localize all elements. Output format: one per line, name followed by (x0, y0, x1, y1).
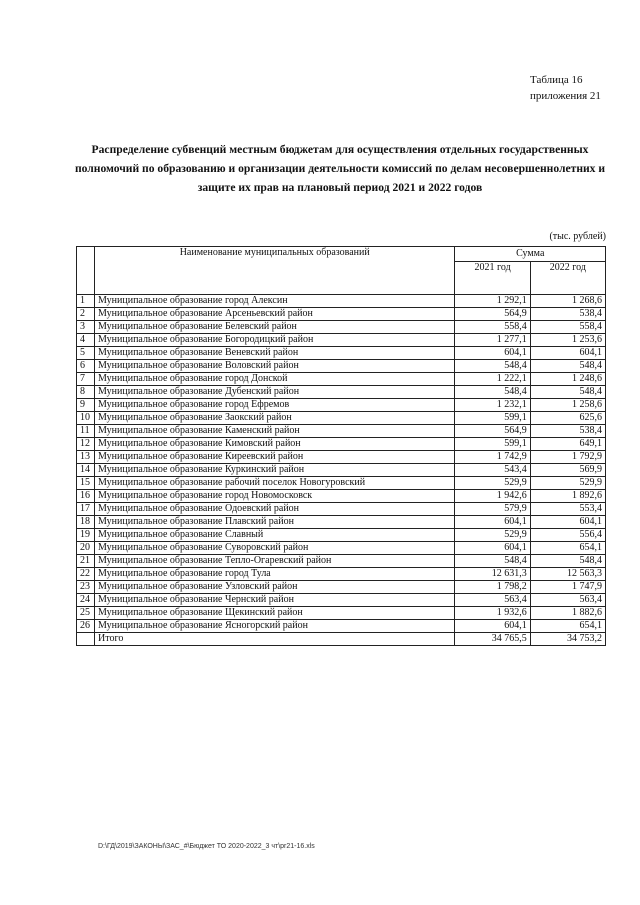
table-row (77, 334, 606, 347)
table-row (77, 464, 606, 477)
amount-2022: 1 268,6 (530, 295, 605, 308)
municipality-name: Муниципальное образование Белевский район (95, 321, 455, 334)
row-number: 23 (77, 581, 95, 594)
amount-2022: 654,1 (530, 620, 605, 633)
document-title: Распределение субвенций местным бюджетам для осуществления отдельных государственных полномочий по образованию и организации деятельности комиссий по делам несовершеннолетних и защите их прав на плановый период 2021 и 2022 годов (74, 143, 606, 194)
municipality-name: Муниципальное образование Арсеньевский район (95, 308, 455, 321)
table-row (77, 399, 606, 412)
table-row (77, 516, 606, 529)
table-row (77, 568, 606, 581)
units-label: (тыс. рублей) (549, 231, 606, 242)
municipality-name: Муниципальное образование Киреевский район (95, 451, 455, 464)
table-row (77, 594, 606, 607)
amount-2022: 548,4 (530, 386, 605, 399)
amount-2022: 12 563,3 (530, 568, 605, 581)
amount-2021: 12 631,3 (455, 568, 530, 581)
row-number: 5 (77, 347, 95, 360)
amount-2021: 604,1 (455, 620, 530, 633)
municipality-name: Муниципальное образование Чернский район (95, 594, 455, 607)
row-number: 10 (77, 412, 95, 425)
amount-2022: 548,4 (530, 555, 605, 568)
municipality-name: Муниципальное образование Одоевский район (95, 503, 455, 516)
amount-2022: 649,1 (530, 438, 605, 451)
amount-2022: 1 248,6 (530, 373, 605, 386)
amount-2021: 604,1 (455, 516, 530, 529)
amount-2021: 564,9 (455, 425, 530, 438)
table-row (77, 412, 606, 425)
amount-2021: 1 798,2 (455, 581, 530, 594)
amount-2022: 1 253,6 (530, 334, 605, 347)
amount-2022: 654,1 (530, 542, 605, 555)
row-number: 7 (77, 373, 95, 386)
amount-2022: 1 792,9 (530, 451, 605, 464)
amount-2021: 548,4 (455, 386, 530, 399)
table-row (77, 308, 606, 321)
total-2021: 34 765,5 (455, 633, 530, 646)
amount-2022: 563,4 (530, 594, 605, 607)
amount-2022: 538,4 (530, 425, 605, 438)
municipality-name: Муниципальное образование Каменский район (95, 425, 455, 438)
table-row (77, 360, 606, 373)
municipality-name: Муниципальное образование Ясногорский район (95, 620, 455, 633)
row-number: 20 (77, 542, 95, 555)
row-number: 2 (77, 308, 95, 321)
header-year-2022: 2022 год (530, 262, 605, 295)
municipality-name: Муниципальное образование Дубенский район (95, 386, 455, 399)
municipality-name: Муниципальное образование Веневский район (95, 347, 455, 360)
amount-2022: 1 882,6 (530, 607, 605, 620)
row-number: 9 (77, 399, 95, 412)
row-number: 26 (77, 620, 95, 633)
amount-2022: 558,4 (530, 321, 605, 334)
municipality-name: Муниципальное образование город Ефремов (95, 399, 455, 412)
table-row (77, 386, 606, 399)
table-number-block (530, 72, 630, 104)
total-2022: 34 753,2 (530, 633, 605, 646)
table-row (77, 438, 606, 451)
amount-2021: 1 932,6 (455, 607, 530, 620)
row-number: 13 (77, 451, 95, 464)
table-row (77, 529, 606, 542)
table-row (77, 542, 606, 555)
table-row (77, 321, 606, 334)
amount-2021: 529,9 (455, 477, 530, 490)
amount-2021: 548,4 (455, 555, 530, 568)
amount-2021: 599,1 (455, 412, 530, 425)
row-number: 8 (77, 386, 95, 399)
table-row (77, 581, 606, 594)
municipality-name: Муниципальное образование город Новомосковск (95, 490, 455, 503)
row-number: 21 (77, 555, 95, 568)
amount-2021: 1 222,1 (455, 373, 530, 386)
municipality-name: Муниципальное образование Кимовский район (95, 438, 455, 451)
table-row (77, 620, 606, 633)
amount-2021: 1 292,1 (455, 295, 530, 308)
row-number: 1 (77, 295, 95, 308)
amount-2021: 529,9 (455, 529, 530, 542)
municipality-name: Муниципальное образование Суворовский район (95, 542, 455, 555)
amount-2022: 569,9 (530, 464, 605, 477)
amount-2022: 625,6 (530, 412, 605, 425)
table-row (77, 503, 606, 516)
municipality-name: Муниципальное образование Заокский район (95, 412, 455, 425)
municipality-name: Муниципальное образование Щекинский район (95, 607, 455, 620)
subvention-table (76, 246, 606, 646)
amount-2022: 548,4 (530, 360, 605, 373)
row-number: 17 (77, 503, 95, 516)
row-number: 24 (77, 594, 95, 607)
municipality-name: Муниципальное образование город Донской (95, 373, 455, 386)
table-row (77, 373, 606, 386)
amount-2021: 604,1 (455, 347, 530, 360)
amount-2021: 1 942,6 (455, 490, 530, 503)
amount-2021: 1 277,1 (455, 334, 530, 347)
row-number: 3 (77, 321, 95, 334)
header-year-2021: 2021 год (455, 262, 530, 295)
municipality-name: Муниципальное образование Куркинский район (95, 464, 455, 477)
table-row (77, 490, 606, 503)
appendix-label: приложения 21 (530, 90, 601, 102)
municipality-name: Муниципальное образование Воловский район (95, 360, 455, 373)
amount-2022: 604,1 (530, 516, 605, 529)
header-sum-cell: Сумма (455, 247, 606, 262)
table-row (77, 347, 606, 360)
municipality-name: Муниципальное образование рабочий поселок Новогуровский (95, 477, 455, 490)
header-number-cell (77, 247, 95, 295)
row-number: 15 (77, 477, 95, 490)
row-number: 11 (77, 425, 95, 438)
municipality-name: Муниципальное образование Плавский район (95, 516, 455, 529)
amount-2021: 563,4 (455, 594, 530, 607)
row-number: 6 (77, 360, 95, 373)
amount-2021: 543,4 (455, 464, 530, 477)
row-number: 22 (77, 568, 95, 581)
amount-2021: 558,4 (455, 321, 530, 334)
amount-2021: 604,1 (455, 542, 530, 555)
row-number: 18 (77, 516, 95, 529)
amount-2021: 548,4 (455, 360, 530, 373)
total-label: Итого (95, 633, 455, 646)
table-row (77, 425, 606, 438)
table-row (77, 477, 606, 490)
amount-2021: 1 232,1 (455, 399, 530, 412)
header-name-cell: Наименование муниципальных образований (95, 247, 455, 295)
municipality-name: Муниципальное образование Богородицкий район (95, 334, 455, 347)
total-row (77, 633, 606, 646)
row-number: 16 (77, 490, 95, 503)
row-number: 25 (77, 607, 95, 620)
amount-2022: 538,4 (530, 308, 605, 321)
amount-2022: 1 892,6 (530, 490, 605, 503)
row-number: 4 (77, 334, 95, 347)
table-row (77, 451, 606, 464)
row-number: 14 (77, 464, 95, 477)
row-number: 12 (77, 438, 95, 451)
amount-2021: 599,1 (455, 438, 530, 451)
amount-2022: 1 258,6 (530, 399, 605, 412)
table-row (77, 555, 606, 568)
amount-2022: 529,9 (530, 477, 605, 490)
total-number-cell (77, 633, 95, 646)
table-row (77, 295, 606, 308)
amount-2022: 553,4 (530, 503, 605, 516)
municipality-name: Муниципальное образование Узловский район (95, 581, 455, 594)
municipality-name: Муниципальное образование город Тула (95, 568, 455, 581)
municipality-name: Муниципальное образование Тепло-Огаревский район (95, 555, 455, 568)
amount-2022: 604,1 (530, 347, 605, 360)
file-path-footer: D:\ГД\2019\ЗАКОНЫ\ЗАС_#\Бюджет ТО 2020-2022_3 чт\pr21-16.xls (98, 843, 315, 850)
municipality-name: Муниципальное образование город Алексин (95, 295, 455, 308)
amount-2021: 1 742,9 (455, 451, 530, 464)
table-label: Таблица 16 (530, 74, 583, 86)
amount-2021: 579,9 (455, 503, 530, 516)
amount-2021: 564,9 (455, 308, 530, 321)
amount-2022: 556,4 (530, 529, 605, 542)
municipality-name: Муниципальное образование Славный (95, 529, 455, 542)
amount-2022: 1 747,9 (530, 581, 605, 594)
row-number: 19 (77, 529, 95, 542)
table-row (77, 607, 606, 620)
